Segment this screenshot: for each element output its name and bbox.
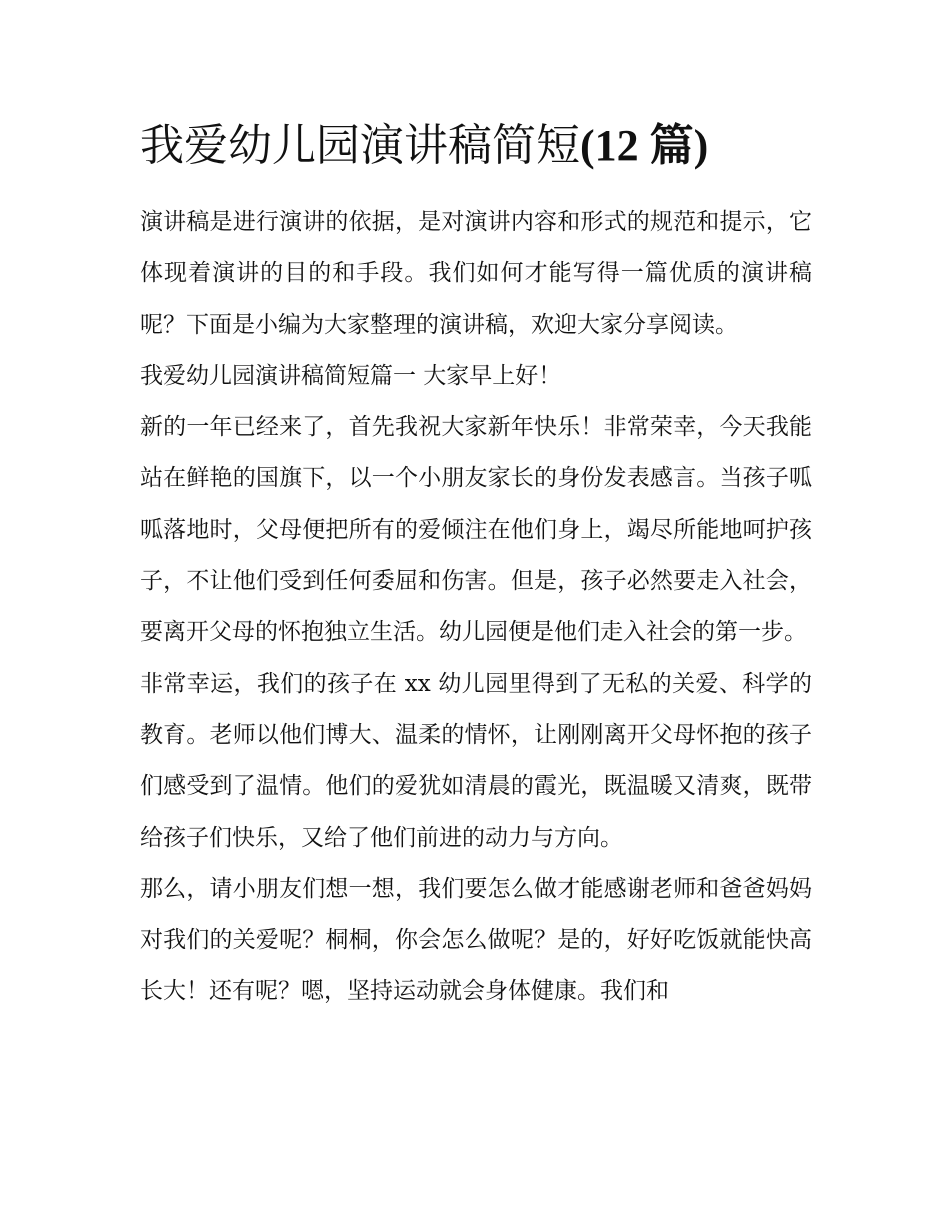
document-body: [140, 197, 812, 1018]
document-title-main: 我爱幼儿园演讲稿简短: [140, 120, 580, 171]
intro-paragraph: 演讲稿是进行演讲的依据，是对演讲内容和形式的规范和提示，它体现着演讲的目的和手段。我们如何才能写得一篇优质的演讲稿呢？下面是小编为大家整理的演讲稿，欢迎大家分享阅读。: [140, 209, 812, 338]
body-paragraph: 新的一年已经来了，首先我祝大家新年快乐！非常荣幸，今天我能站在鲜艳的国旗下，以一个小朋友家长的身份发表感言。当孩子呱呱落地时，父母便把所有的爱倾注在他们身上，竭尽所能地呵护孩子，不让他们受到任何委屈和伤害。但是，孩子必然要走入社会，要离开父母的怀抱独立生活。幼儿园便是他们走入社会的第一步。: [140, 414, 812, 646]
document-title-suffix: (12 篇): [580, 121, 709, 170]
document-title: [140, 118, 840, 174]
section-heading-paragraph: 我爱幼儿园演讲稿简短篇一 大家早上好！: [140, 362, 562, 389]
body-paragraph: 非常幸运，我们的孩子在 xx 幼儿园里得到了无私的关爱、科学的教育。老师以他们博大、温柔的情怀，让刚刚离开父母怀抱的孩子们感受到了温情。他们的爱犹如清晨的霞光，既温暖又清爽，既带给孩子们快乐，又给了他们前进的动力与方向。: [140, 670, 812, 851]
body-paragraph: 那么，请小朋友们想一想，我们要怎么做才能感谢老师和爸爸妈妈对我们的关爱呢？桐桐，你会怎么做呢？是的，好好吃饭就能快高长大！还有呢？嗯，坚持运动就会身体健康。我们和: [140, 875, 812, 1005]
